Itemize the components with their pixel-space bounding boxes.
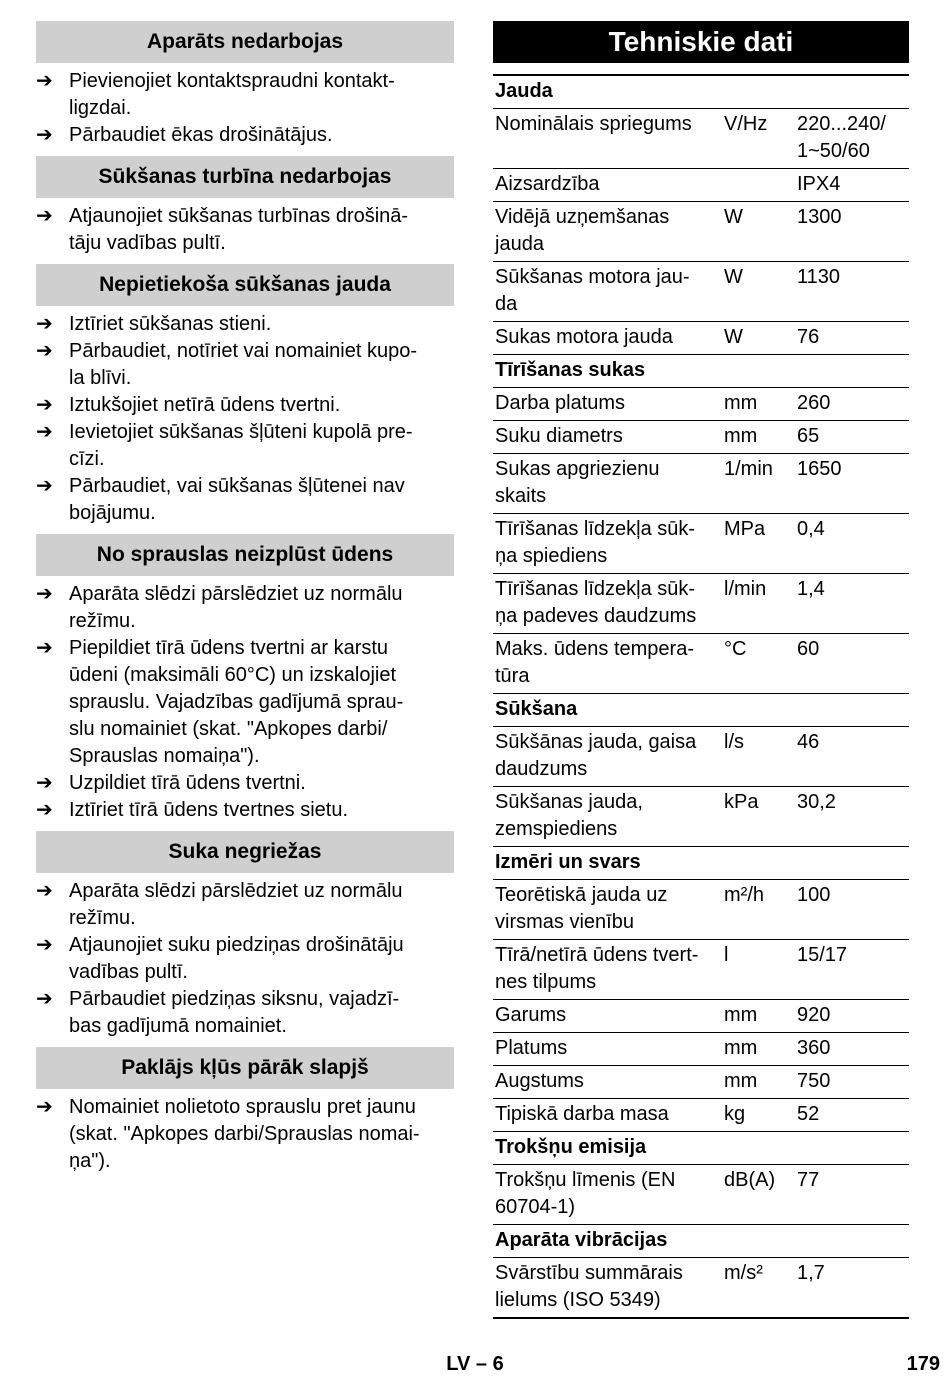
row-unit: kg xyxy=(724,1103,746,1125)
list-item-text: Pārbaudiet ēkas drošinātājus. xyxy=(69,124,333,146)
row-value: 0,4 xyxy=(797,518,825,540)
row-unit: W xyxy=(724,326,743,348)
row-unit: mm xyxy=(724,425,758,447)
row-label: Augstums xyxy=(495,1070,584,1092)
right-arrow-icon: ➔ xyxy=(36,205,53,227)
row-label: Nominālais spriegums xyxy=(495,113,692,135)
table-row xyxy=(493,108,909,168)
row-value: 220...240/ 1~50/60 xyxy=(797,113,886,162)
list-item xyxy=(36,932,454,986)
row-unit: mm xyxy=(724,392,758,414)
list-item xyxy=(36,338,454,392)
group-label: Izmēri un svars xyxy=(495,851,641,873)
row-unit: V/Hz xyxy=(724,113,768,135)
section-heading: Suka negriežas xyxy=(36,831,454,873)
row-value: 30,2 xyxy=(797,791,836,813)
table-row xyxy=(493,261,909,321)
table-row xyxy=(493,168,909,201)
technical-data-title: Tehniskie dati xyxy=(493,21,909,63)
list-item-text: Pārbaudiet piedziņas siksnu, vajadzī- bas gadījumā nomainiet. xyxy=(69,988,400,1037)
row-label: Darba platums xyxy=(495,392,626,414)
row-unit: m²/h xyxy=(724,884,764,906)
list-item xyxy=(36,581,454,635)
footer-page-number: 179 xyxy=(906,1353,940,1375)
technical-data-table xyxy=(493,74,909,1319)
list-item-text: Nomainiet nolietoto sprauslu pret jaunu (skat. "Apkopes darbi/Sprauslas nomai- ņa"). xyxy=(69,1096,420,1172)
list-item xyxy=(36,635,454,770)
list-item-text: Ievietojiet sūkšanas šļūteni kupolā pre- cīzi. xyxy=(69,421,413,470)
list-item xyxy=(36,986,454,1040)
row-unit: l/min xyxy=(724,578,767,600)
list-item xyxy=(36,473,454,527)
table-row xyxy=(493,939,909,999)
right-arrow-icon: ➔ xyxy=(36,799,53,821)
list-item-text: Pievienojiet kontaktspraudni kontakt- ligzdai. xyxy=(69,70,395,119)
list-item-text: Pārbaudiet, notīriet vai nomainiet kupo- la blīvi. xyxy=(69,340,417,389)
table-row xyxy=(493,513,909,573)
row-value: 65 xyxy=(797,425,820,447)
technical-data-column xyxy=(493,21,909,1319)
list-item xyxy=(36,68,454,122)
row-label: Trokšņu līmenis (EN 60704-1) xyxy=(495,1169,676,1218)
troubleshooting-column xyxy=(36,21,454,1182)
list-item-text: Iztīriet sūkšanas stieni. xyxy=(69,313,272,335)
row-value: 920 xyxy=(797,1004,831,1026)
table-row xyxy=(493,726,909,786)
row-value: 750 xyxy=(797,1070,831,1092)
section-items xyxy=(36,878,454,1040)
right-arrow-icon: ➔ xyxy=(36,934,53,956)
row-label: Sūkšānas jauda, gaisa daudzums xyxy=(495,731,697,780)
table-row xyxy=(493,633,909,693)
row-value: 46 xyxy=(797,731,820,753)
group-label: Aparāta vibrācijas xyxy=(495,1229,668,1251)
list-item-text: Iztīriet tīrā ūdens tvertnes sietu. xyxy=(69,799,349,821)
list-item-text: Pārbaudiet, vai sūkšanas šļūtenei nav bojājumu. xyxy=(69,475,405,524)
table-group-heading xyxy=(493,76,909,108)
row-value: 360 xyxy=(797,1037,831,1059)
right-arrow-icon: ➔ xyxy=(36,124,53,146)
right-arrow-icon: ➔ xyxy=(36,988,53,1010)
right-arrow-icon: ➔ xyxy=(36,475,53,497)
row-value: 77 xyxy=(797,1169,820,1191)
section-items xyxy=(36,68,454,149)
section-heading: Sūkšanas turbīna nedarbojas xyxy=(36,156,454,198)
right-arrow-icon: ➔ xyxy=(36,421,53,443)
list-item xyxy=(36,392,454,419)
section-heading: Paklājs kļūs pārāk slapjš xyxy=(36,1047,454,1089)
row-label: Vidējā uzņemšanas jauda xyxy=(495,206,670,255)
list-item-text: Iztukšojiet netīrā ūdens tvertni. xyxy=(69,394,341,416)
list-item xyxy=(36,203,454,257)
group-label: Trokšņu emisija xyxy=(495,1136,647,1158)
row-unit: m/s² xyxy=(724,1262,763,1284)
table-row xyxy=(493,1257,909,1317)
row-value: 76 xyxy=(797,326,820,348)
table-group-heading xyxy=(493,1224,909,1257)
row-unit: dB(A) xyxy=(724,1169,776,1191)
table-row xyxy=(493,453,909,513)
row-label: Garums xyxy=(495,1004,567,1026)
section-items xyxy=(36,311,454,527)
list-item-text: Aparāta slēdzi pārslēdziet uz normālu režīmu. xyxy=(69,583,403,632)
right-arrow-icon: ➔ xyxy=(36,1096,53,1118)
row-value: 1130 xyxy=(797,266,841,288)
section-heading: No sprauslas neizplūst ūdens xyxy=(36,534,454,576)
table-group-heading xyxy=(493,1131,909,1164)
list-item-text: Piepildiet tīrā ūdens tvertni ar karstu ūdeni (maksimāli 60°C) un izskalojiet sprauslu. Vajadzības gadījumā sprau- slu nomainiet (skat. "Apkopes darbi/ Sprauslas nomaiņa"). xyxy=(69,637,404,767)
row-value: 60 xyxy=(797,638,820,660)
table-row xyxy=(493,1032,909,1065)
row-label: Sūkšanas jauda, zemspiediens xyxy=(495,791,643,840)
table-row xyxy=(493,1065,909,1098)
section-heading: Aparāts nedarbojas xyxy=(36,21,454,63)
section-heading: Nepietiekoša sūkšanas jauda xyxy=(36,264,454,306)
row-label: Sūkšanas motora jau- da xyxy=(495,266,690,315)
list-item xyxy=(36,878,454,932)
table-row xyxy=(493,786,909,846)
section-items xyxy=(36,203,454,257)
row-value: 1,7 xyxy=(797,1262,825,1284)
row-value: 100 xyxy=(797,884,831,906)
table-group-heading xyxy=(493,354,909,387)
row-unit: W xyxy=(724,266,743,288)
table-row xyxy=(493,321,909,354)
group-label: Jauda xyxy=(495,80,553,102)
row-unit: l xyxy=(724,944,729,966)
table-group-heading xyxy=(493,693,909,726)
list-item-text: Uzpildiet tīrā ūdens tvertni. xyxy=(69,772,306,794)
row-value: 1,4 xyxy=(797,578,825,600)
section-items xyxy=(36,581,454,824)
table-row xyxy=(493,999,909,1032)
right-arrow-icon: ➔ xyxy=(36,313,53,335)
right-arrow-icon: ➔ xyxy=(36,772,53,794)
table-group-heading xyxy=(493,846,909,879)
row-unit xyxy=(724,171,797,198)
list-item xyxy=(36,311,454,338)
right-arrow-icon: ➔ xyxy=(36,637,53,659)
row-label: Tīrīšanas līdzekļa sūk- ņa padeves daudzums xyxy=(495,578,697,627)
list-item xyxy=(36,419,454,473)
row-unit: mm xyxy=(724,1037,758,1059)
row-value: 260 xyxy=(797,392,831,414)
table-row xyxy=(493,420,909,453)
right-arrow-icon: ➔ xyxy=(36,394,53,416)
list-item-text: Atjaunojiet suku piedziņas drošinātāju vadības pultī. xyxy=(69,934,404,983)
row-unit: kPa xyxy=(724,791,759,813)
row-value: 1300 xyxy=(797,206,842,228)
row-value: IPX4 xyxy=(797,173,841,195)
row-label: Platums xyxy=(495,1037,568,1059)
row-unit: l/s xyxy=(724,731,744,753)
group-label: Tīrīšanas sukas xyxy=(495,359,646,381)
row-label: Sukas motora jauda xyxy=(495,326,673,348)
table-row xyxy=(493,879,909,939)
group-label: Sūkšana xyxy=(495,698,578,720)
row-label: Maks. ūdens tempera- tūra xyxy=(495,638,694,687)
row-unit: mm xyxy=(724,1070,758,1092)
right-arrow-icon: ➔ xyxy=(36,340,53,362)
table-row xyxy=(493,1164,909,1224)
row-label: Teorētiskā jauda uz virsmas vienību xyxy=(495,884,668,933)
row-value: 15/17 xyxy=(797,944,848,966)
right-arrow-icon: ➔ xyxy=(36,70,53,92)
row-unit: °C xyxy=(724,638,747,660)
list-item-text: Aparāta slēdzi pārslēdziet uz normālu režīmu. xyxy=(69,880,403,929)
row-unit: W xyxy=(724,206,743,228)
row-label: Tipiskā darba masa xyxy=(495,1103,669,1125)
row-unit: 1/min xyxy=(724,458,773,480)
table-row xyxy=(493,1098,909,1131)
footer-language-page: LV – 6 xyxy=(446,1353,504,1375)
row-label: Tīrīšanas līdzekļa sūk- ņa spiediens xyxy=(495,518,696,567)
row-label: Sukas apgriezienu skaits xyxy=(495,458,660,507)
row-label: Svārstību summārais lielums (ISO 5349) xyxy=(495,1262,683,1311)
right-arrow-icon: ➔ xyxy=(36,583,53,605)
list-item xyxy=(36,797,454,824)
row-value: 52 xyxy=(797,1103,820,1125)
row-value: 1650 xyxy=(797,458,842,480)
row-label: Aizsardzība xyxy=(495,173,600,195)
row-unit: MPa xyxy=(724,518,766,540)
list-item xyxy=(36,770,454,797)
table-row xyxy=(493,573,909,633)
row-label: Suku diametrs xyxy=(495,425,623,447)
row-unit: mm xyxy=(724,1004,758,1026)
table-row xyxy=(493,387,909,420)
list-item-text: Atjaunojiet sūkšanas turbīnas drošinā- tāju vadības pultī. xyxy=(69,205,409,254)
table-row xyxy=(493,201,909,261)
list-item xyxy=(36,1094,454,1175)
row-label: Tīrā/netīrā ūdens tvert- nes tilpums xyxy=(495,944,699,993)
right-arrow-icon: ➔ xyxy=(36,880,53,902)
list-item xyxy=(36,122,454,149)
section-items xyxy=(36,1094,454,1175)
